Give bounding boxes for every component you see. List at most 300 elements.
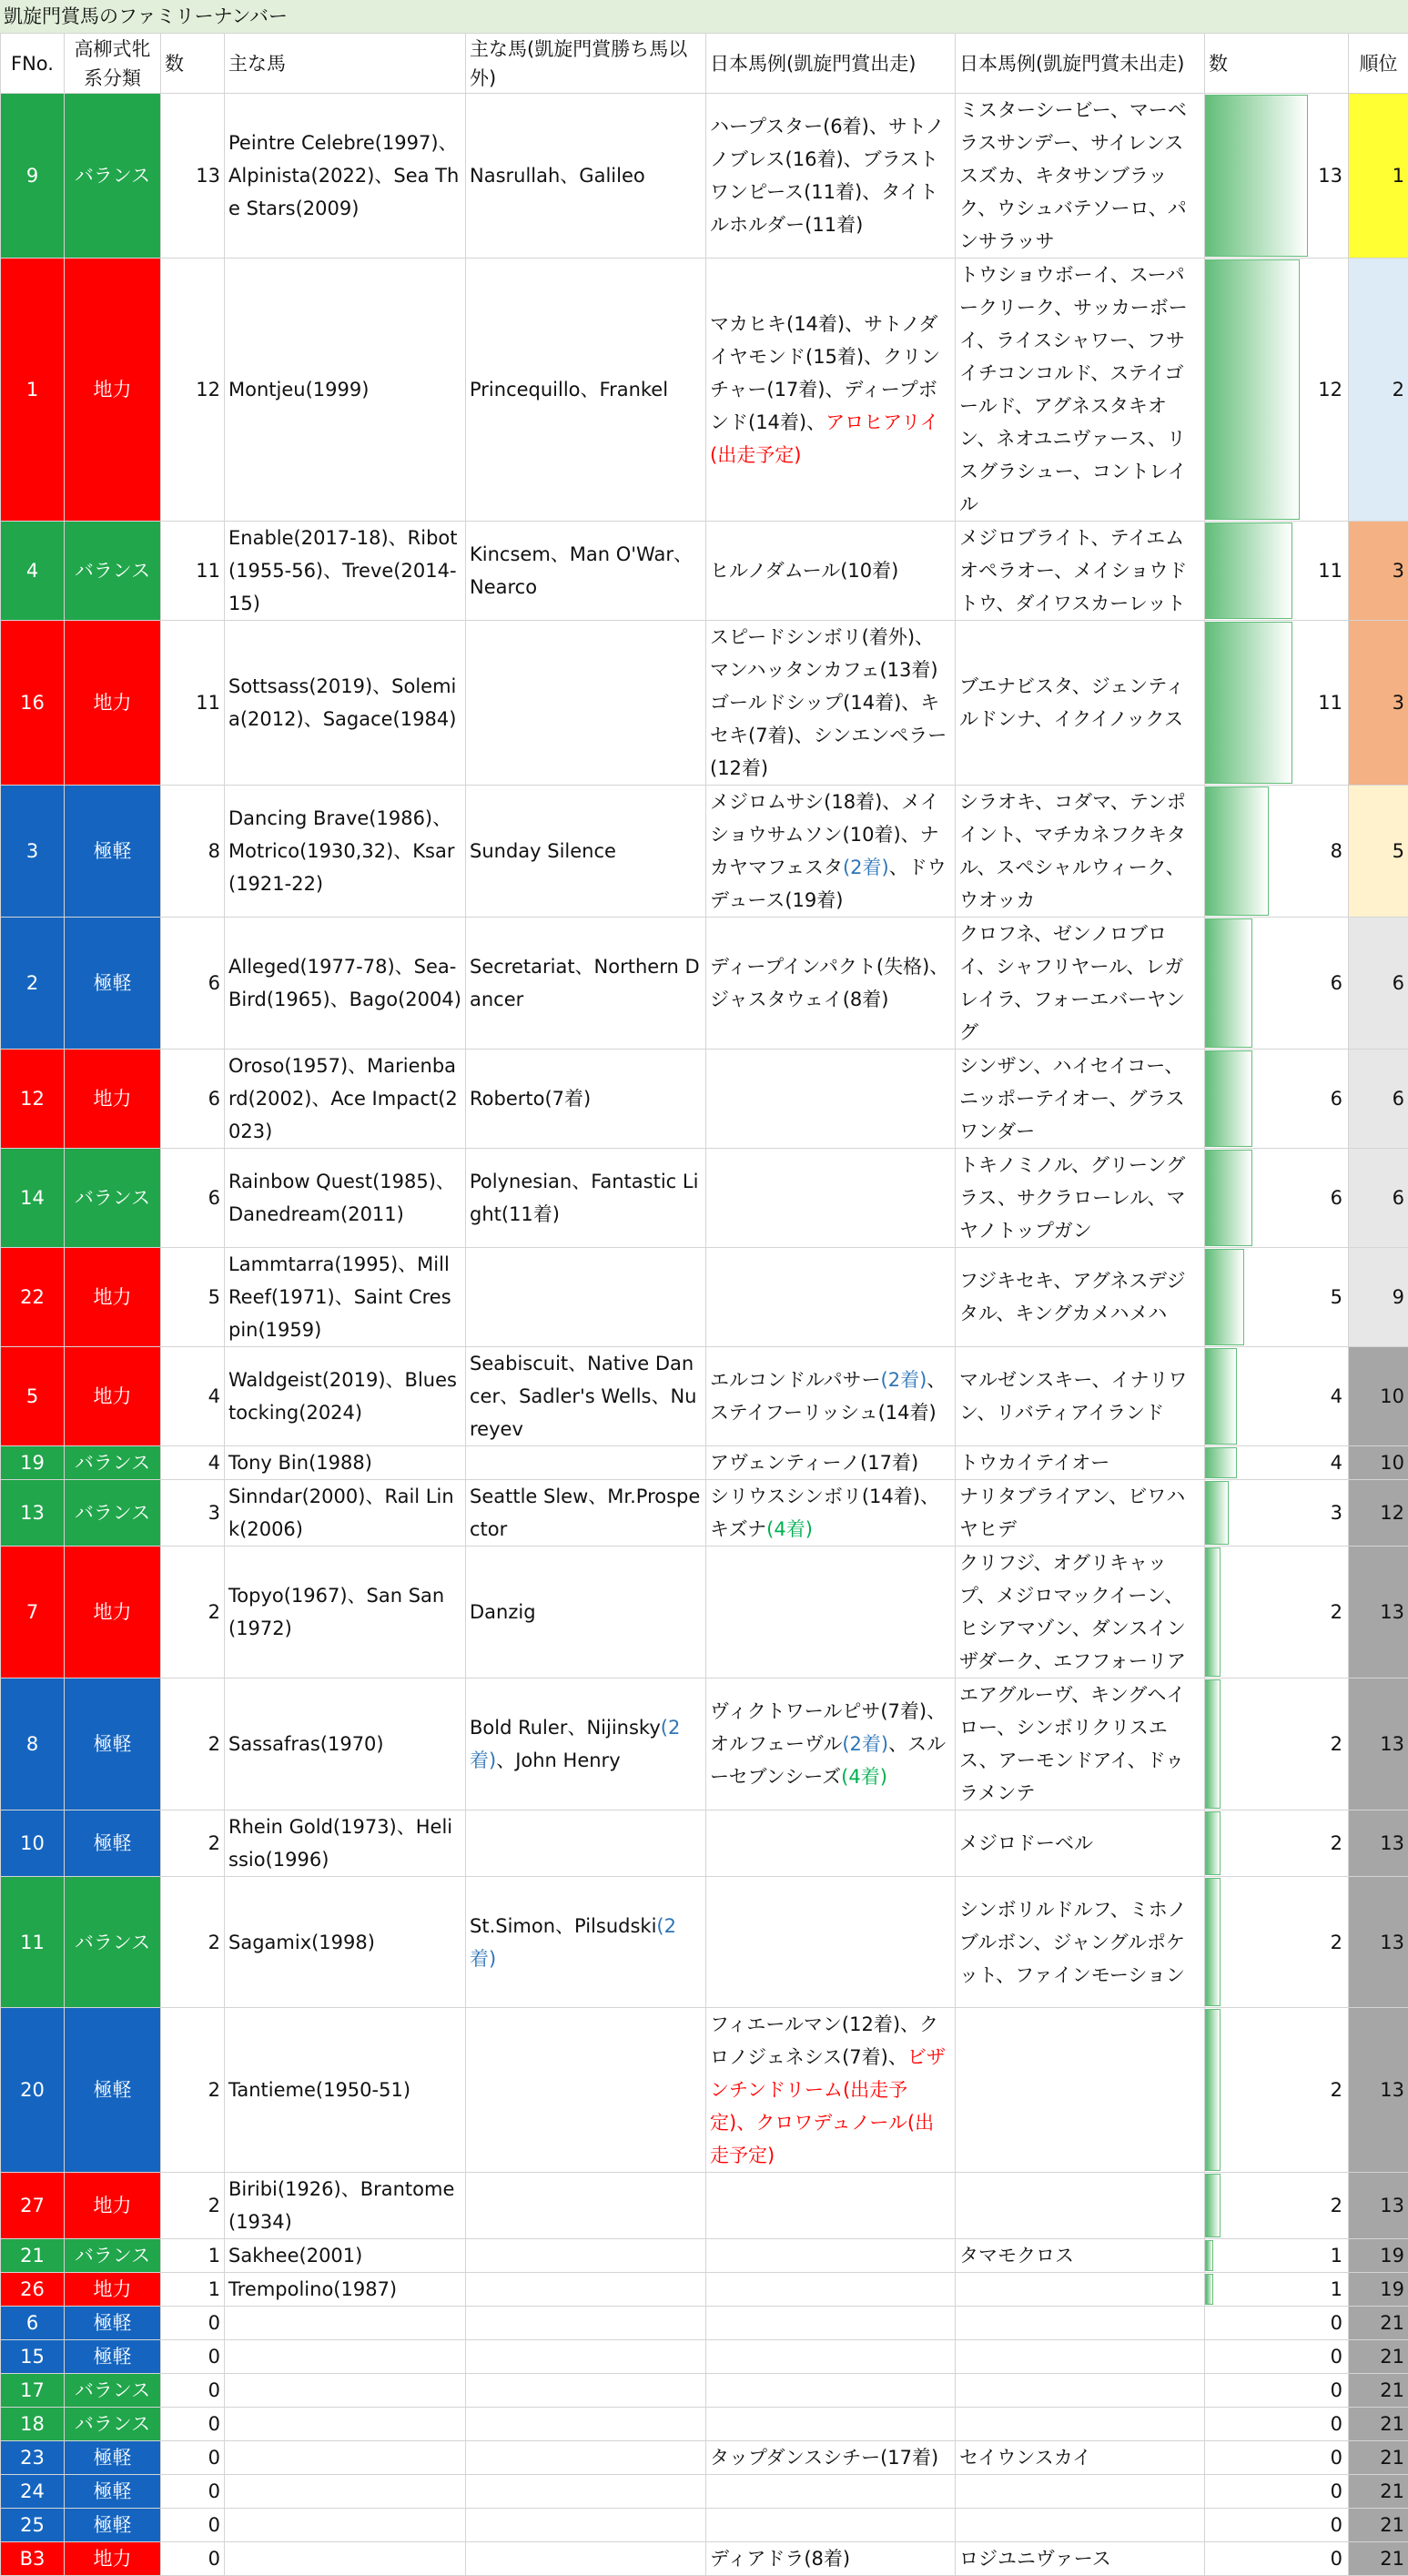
jp-run-cell	[706, 1248, 956, 1347]
databar-cell	[1205, 2374, 1349, 2408]
databar-fill	[1205, 1050, 1252, 1147]
databar-value: 8	[1331, 835, 1342, 867]
lineage-class-cell: 極軽	[65, 2307, 161, 2340]
fno-cell: 7	[1, 1547, 65, 1678]
header-main-other: 主な馬(凱旋門賞勝ち馬以外)	[466, 34, 706, 94]
databar-value: 6	[1331, 967, 1342, 999]
databar-fill	[1205, 1348, 1237, 1445]
other-horses-cell	[466, 2340, 706, 2374]
databar-fill	[1205, 2274, 1213, 2305]
text-segment: マカヒキ(14着)、サトノダイヤモンド(15着)、クリンチャー(17着)、ディープボンド(14着)、	[710, 313, 940, 433]
lineage-class-cell: バランス	[65, 1480, 161, 1547]
jp-run-cell	[706, 1149, 956, 1248]
count-cell: 0	[161, 2340, 225, 2374]
rank-cell: 3	[1349, 522, 1408, 621]
main-horses-cell: Tony Bin(1988)	[225, 1446, 466, 1480]
jp-notrun-cell	[956, 2340, 1205, 2374]
count-cell: 12	[161, 259, 225, 522]
header-count: 数	[161, 34, 225, 94]
text-segment: ビザンチンドリーム(出走予定)、クロワデュノール(出走予定)	[710, 2046, 946, 2166]
main-horses-cell: Topyo(1967)、San San(1972)	[225, 1547, 466, 1678]
count-cell: 11	[161, 621, 225, 786]
fno-cell: 16	[1, 621, 65, 786]
count-cell: 13	[161, 94, 225, 259]
main-horses-cell	[225, 2509, 466, 2542]
count-cell: 4	[161, 1347, 225, 1446]
jp-notrun-cell: ミスターシービー、マーベラスサンデー、サイレンススズカ、キタサンブラック、ウシュバテソーロ、パンサラッサ	[956, 94, 1205, 259]
lineage-class-cell: 地力	[65, 2273, 161, 2307]
other-horses-cell: Princequillo、Frankel	[466, 259, 706, 522]
lineage-class-cell: 地力	[65, 621, 161, 786]
other-horses-cell: Kincsem、Man O'War、Nearco	[466, 522, 706, 621]
rank-cell: 10	[1349, 1446, 1408, 1480]
rank-cell: 21	[1349, 2374, 1408, 2408]
jp-notrun-cell	[956, 2273, 1205, 2307]
databar-fill	[1205, 1447, 1237, 1478]
rank-cell: 12	[1349, 1480, 1408, 1547]
jp-run-cell	[706, 2173, 956, 2239]
main-horses-cell: Waldgeist(2019)、Bluestocking(2024)	[225, 1347, 466, 1446]
jp-notrun-cell	[956, 2408, 1205, 2441]
jp-notrun-cell: セイウンスカイ	[956, 2441, 1205, 2475]
databar-value: 3	[1331, 1496, 1342, 1529]
table-row	[1, 1810, 1408, 1877]
lineage-class-cell: 極軽	[65, 918, 161, 1050]
count-cell: 4	[161, 1446, 225, 1480]
rank-cell: 2	[1349, 259, 1408, 522]
fno-cell: 24	[1, 2475, 65, 2509]
databar-cell	[1205, 1547, 1349, 1678]
databar-value: 0	[1331, 2340, 1342, 2373]
rank-cell: 3	[1349, 621, 1408, 786]
other-horses-cell	[466, 2475, 706, 2509]
fno-cell: 26	[1, 2273, 65, 2307]
fno-cell: 22	[1, 1248, 65, 1347]
jp-notrun-cell: シンザン、ハイセイコー、ニッポーテイオー、グラスワンダー	[956, 1050, 1205, 1149]
main-horses-cell	[225, 2408, 466, 2441]
databar-value: 4	[1331, 1380, 1342, 1413]
table-row	[1, 1480, 1408, 1547]
lineage-class-cell: バランス	[65, 522, 161, 621]
databar-cell	[1205, 918, 1349, 1050]
main-horses-cell	[225, 2542, 466, 2576]
fno-cell: 1	[1, 259, 65, 522]
count-cell: 0	[161, 2374, 225, 2408]
jp-notrun-cell: シンボリルドルフ、ミホノブルボン、ジャングルポケット、ファインモーション	[956, 1877, 1205, 2008]
rank-cell: 21	[1349, 2509, 1408, 2542]
main-horses-cell: Biribi(1926)、Brantome(1934)	[225, 2173, 466, 2239]
rank-cell: 21	[1349, 2340, 1408, 2374]
count-cell: 3	[161, 1480, 225, 1547]
table-row	[1, 1149, 1408, 1248]
fno-cell: 8	[1, 1678, 65, 1810]
text-segment: フィエールマン(12着)、クロノジェネシス(7着)、	[710, 2013, 938, 2068]
main-horses-cell	[225, 2475, 466, 2509]
fno-cell: 20	[1, 2008, 65, 2173]
main-horses-cell: Sinndar(2000)、Rail Link(2006)	[225, 1480, 466, 1547]
jp-run-cell	[706, 621, 956, 786]
fno-cell: 11	[1, 1877, 65, 2008]
text-segment: (2着)	[842, 1733, 888, 1755]
text-segment: St.Simon、Pilsudski	[470, 1915, 656, 1937]
count-cell: 0	[161, 2307, 225, 2340]
lineage-class-cell: 地力	[65, 259, 161, 522]
count-cell: 1	[161, 2273, 225, 2307]
table-row	[1, 1050, 1408, 1149]
count-cell: 0	[161, 2509, 225, 2542]
fno-cell: 17	[1, 2374, 65, 2408]
header-rank: 順位	[1349, 34, 1408, 94]
databar-cell	[1205, 522, 1349, 621]
jp-notrun-cell: トウショウボーイ、スーパークリーク、サッカーボーイ、ライスシャワー、フサイチコンコルド、ステイゴールド、アグネスタキオン、ネオユニヴァース、リスグラシュー、コントレイル	[956, 259, 1205, 522]
table-row	[1, 1248, 1408, 1347]
databar-cell	[1205, 1248, 1349, 1347]
count-cell: 0	[161, 2542, 225, 2576]
lineage-class-cell: 地力	[65, 1347, 161, 1446]
databar-fill	[1205, 1679, 1221, 1809]
other-horses-cell: Danzig	[466, 1547, 706, 1678]
databar-value: 12	[1318, 373, 1342, 406]
fno-cell: 23	[1, 2441, 65, 2475]
jp-run-cell	[706, 918, 956, 1050]
databar-cell	[1205, 2542, 1349, 2576]
databar-cell	[1205, 786, 1349, 918]
databar-fill	[1205, 259, 1300, 520]
table-row	[1, 2008, 1408, 2173]
table-row	[1, 2273, 1408, 2307]
jp-run-cell	[706, 2340, 956, 2374]
other-horses-cell	[466, 1810, 706, 1877]
jp-run-cell	[706, 2374, 956, 2408]
jp-run-cell	[706, 1347, 956, 1446]
jp-run-cell	[706, 94, 956, 259]
header-row	[1, 34, 1408, 94]
table-row	[1, 522, 1408, 621]
lineage-class-cell: 極軽	[65, 2441, 161, 2475]
databar-cell	[1205, 1446, 1349, 1480]
jp-run-cell	[706, 2239, 956, 2273]
text-segment: スピードシンボリ(着外)、マンハッタンカフェ(13着)ゴールドシップ(14着)、キセキ(7着)、シンエンペラー(12着)	[710, 626, 947, 779]
jp-notrun-cell: クロフネ、ゼンノロブロイ、シャフリヤール、レガレイラ、フォーエバーヤング	[956, 918, 1205, 1050]
rank-cell: 21	[1349, 2307, 1408, 2340]
header-jp-run: 日本馬例(凱旋門賞出走)	[706, 34, 956, 94]
databar-fill	[1205, 622, 1292, 784]
databar-value: 5	[1331, 1281, 1342, 1313]
rank-cell: 21	[1349, 2408, 1408, 2441]
lineage-class-cell: バランス	[65, 1149, 161, 1248]
databar-value: 1	[1331, 2273, 1342, 2306]
jp-run-cell	[706, 259, 956, 522]
other-horses-cell	[466, 2239, 706, 2273]
fno-cell: 18	[1, 2408, 65, 2441]
databar-value: 6	[1331, 1182, 1342, 1214]
other-horses-cell	[466, 1446, 706, 1480]
jp-notrun-cell: ロジユニヴァース	[956, 2542, 1205, 2576]
rank-cell: 19	[1349, 2239, 1408, 2273]
databar-value: 2	[1331, 1827, 1342, 1860]
jp-notrun-cell: マルゼンスキー、イナリワン、リバティアイランド	[956, 1347, 1205, 1446]
databar-fill	[1205, 1249, 1244, 1345]
count-cell: 0	[161, 2475, 225, 2509]
table-row	[1, 259, 1408, 522]
table-row	[1, 1678, 1408, 1810]
jp-run-cell	[706, 1678, 956, 1810]
sheet-title: 凱旋門賞馬のファミリーナンバー	[0, 0, 1408, 33]
fno-cell: 27	[1, 2173, 65, 2239]
other-horses-cell	[466, 2408, 706, 2441]
main-horses-cell: Sakhee(2001)	[225, 2239, 466, 2273]
fno-cell: B3	[1, 2542, 65, 2576]
other-horses-cell	[466, 2509, 706, 2542]
fno-cell: 3	[1, 786, 65, 918]
other-horses-cell: Secretariat、Northern Dancer	[466, 918, 706, 1050]
jp-run-cell	[706, 786, 956, 918]
databar-value: 2	[1331, 1926, 1342, 1959]
other-horses-cell: Polynesian、Fantastic Light(11着)	[466, 1149, 706, 1248]
databar-value: 0	[1331, 2307, 1342, 2339]
databar-cell	[1205, 2509, 1349, 2542]
databar-cell	[1205, 2273, 1349, 2307]
table-row	[1, 2542, 1408, 2576]
table-row	[1, 1446, 1408, 1480]
main-horses-cell: Enable(2017-18)、Ribot(1955-56)、Treve(2014-15)	[225, 522, 466, 621]
fno-cell: 6	[1, 2307, 65, 2340]
databar-fill	[1205, 95, 1308, 257]
jp-run-cell	[706, 1446, 956, 1480]
databar-value: 2	[1331, 1596, 1342, 1628]
text-segment: 、スルーセブンシーズ	[710, 1733, 946, 1788]
databar-fill	[1205, 1547, 1221, 1677]
count-cell: 2	[161, 1877, 225, 2008]
main-horses-cell: Alleged(1977-78)、Sea-Bird(1965)、Bago(2004)	[225, 918, 466, 1050]
lineage-class-cell: 極軽	[65, 786, 161, 918]
databar-fill	[1205, 1481, 1229, 1545]
header-count2: 数	[1205, 34, 1349, 94]
count-cell: 2	[161, 2173, 225, 2239]
jp-run-cell	[706, 2408, 956, 2441]
lineage-class-cell: 地力	[65, 2173, 161, 2239]
text-segment: (2着)	[470, 1915, 676, 1970]
jp-notrun-cell: クリフジ、オグリキャップ、メジロマックイーン、ヒシアマゾン、ダンスインザダーク、エフフォーリア	[956, 1547, 1205, 1678]
count-cell: 11	[161, 522, 225, 621]
lineage-class-cell: バランス	[65, 2408, 161, 2441]
text-segment: (2着)	[470, 1717, 680, 1771]
header-jp-notrun: 日本馬例(凱旋門賞未出走)	[956, 34, 1205, 94]
other-horses-cell	[466, 2008, 706, 2173]
text-segment: 、John Henry	[496, 1749, 620, 1771]
other-horses-cell: Nasrullah、Galileo	[466, 94, 706, 259]
text-segment: ディアドラ(8着)	[710, 2548, 850, 2570]
text-segment: アロヒアリイ(出走予定)	[710, 411, 939, 466]
main-horses-cell: Lammtarra(1995)、Mill Reef(1971)、Saint Crespin(1959)	[225, 1248, 466, 1347]
text-segment: 、ステイフーリッシュ(14着)	[710, 1369, 946, 1424]
text-segment: ヴィクトワールピサ(7着)、オルフェーヴル	[710, 1700, 946, 1755]
text-segment: (2着)	[881, 1369, 927, 1391]
databar-fill	[1205, 1811, 1221, 1875]
databar-value: 1	[1331, 2239, 1342, 2272]
main-horses-cell: Rainbow Quest(1985)、Danedream(2011)	[225, 1149, 466, 1248]
jp-notrun-cell: フジキセキ、アグネスデジタル、キングカメハメハ	[956, 1248, 1205, 1347]
databar-value: 0	[1331, 2509, 1342, 2541]
main-horses-cell: Montjeu(1999)	[225, 259, 466, 522]
fno-cell: 10	[1, 1810, 65, 1877]
text-segment: シリウスシンボリ(14着)、キズナ	[710, 1486, 939, 1540]
other-horses-cell	[466, 2542, 706, 2576]
table-row	[1, 94, 1408, 259]
text-segment: ハープスター(6着)、サトノノブレス(16着)、ブラストワンピース(11着)、タイトルホルダー(11着)	[710, 116, 945, 236]
count-cell: 2	[161, 2008, 225, 2173]
table-row	[1, 621, 1408, 786]
table-body	[1, 34, 1408, 2576]
text-segment: Bold Ruler、Nijinsky	[470, 1717, 661, 1739]
main-horses-cell: Sassafras(1970)	[225, 1678, 466, 1810]
databar-fill	[1205, 1878, 1221, 2006]
text-segment: (2着)	[843, 857, 889, 878]
jp-run-cell	[706, 2441, 956, 2475]
rank-cell: 5	[1349, 786, 1408, 918]
jp-notrun-cell	[956, 2475, 1205, 2509]
other-horses-cell	[466, 1248, 706, 1347]
databar-cell	[1205, 2340, 1349, 2374]
table-row	[1, 1347, 1408, 1446]
databar-cell	[1205, 2239, 1349, 2273]
lineage-class-cell: 極軽	[65, 1678, 161, 1810]
databar-value: 2	[1331, 1728, 1342, 1760]
other-horses-cell	[466, 621, 706, 786]
rank-cell: 21	[1349, 2441, 1408, 2475]
other-horses-cell	[466, 2441, 706, 2475]
main-horses-cell: Oroso(1957)、Marienbard(2002)、Ace Impact(2023)	[225, 1050, 466, 1149]
lineage-class-cell: 極軽	[65, 2008, 161, 2173]
main-horses-cell: Sagamix(1998)	[225, 1877, 466, 2008]
fno-cell: 12	[1, 1050, 65, 1149]
databar-cell	[1205, 2307, 1349, 2340]
jp-run-cell	[706, 1810, 956, 1877]
lineage-class-cell: 地力	[65, 1547, 161, 1678]
databar-fill	[1205, 2240, 1213, 2271]
jp-run-cell	[706, 1877, 956, 2008]
count-cell: 0	[161, 2408, 225, 2441]
jp-notrun-cell: メジロブライト、テイエムオペラオー、メイショウドトウ、ダイワスカーレット	[956, 522, 1205, 621]
fno-cell: 14	[1, 1149, 65, 1248]
other-horses-cell	[466, 1678, 706, 1810]
rank-cell: 21	[1349, 2475, 1408, 2509]
rank-cell: 6	[1349, 918, 1408, 1050]
lineage-class-cell: 極軽	[65, 2509, 161, 2542]
databar-value: 13	[1318, 159, 1342, 192]
rank-cell: 21	[1349, 2542, 1408, 2576]
other-horses-cell: Sunday Silence	[466, 786, 706, 918]
lineage-class-cell: 地力	[65, 2542, 161, 2576]
jp-notrun-cell: ブエナビスタ、ジェンティルドンナ、イクイノックス	[956, 621, 1205, 786]
table-row	[1, 2441, 1408, 2475]
jp-notrun-cell: トキノミノル、グリーングラス、サクラローレル、マヤノトップガン	[956, 1149, 1205, 1248]
main-horses-cell: Rhein Gold(1973)、Helissio(1996)	[225, 1810, 466, 1877]
databar-value: 11	[1318, 554, 1342, 587]
table-row	[1, 2173, 1408, 2239]
header-kei: 高柳式牝系分類	[65, 34, 161, 94]
databar-fill	[1205, 522, 1292, 619]
table-row	[1, 2408, 1408, 2441]
table-row	[1, 2307, 1408, 2340]
jp-notrun-cell: メジロドーベル	[956, 1810, 1205, 1877]
fno-cell: 9	[1, 94, 65, 259]
count-cell: 6	[161, 918, 225, 1050]
other-horses-cell	[466, 2273, 706, 2307]
jp-notrun-cell	[956, 2307, 1205, 2340]
main-horses-cell: Trempolino(1987)	[225, 2273, 466, 2307]
jp-run-cell	[706, 2008, 956, 2173]
lineage-class-cell: バランス	[65, 2239, 161, 2273]
fno-cell: 13	[1, 1480, 65, 1547]
fno-cell: 21	[1, 2239, 65, 2273]
main-horses-cell	[225, 2307, 466, 2340]
fno-cell: 5	[1, 1347, 65, 1446]
lineage-class-cell: 地力	[65, 1248, 161, 1347]
header-main: 主な馬	[225, 34, 466, 94]
jp-run-cell	[706, 522, 956, 621]
lineage-class-cell: 地力	[65, 1050, 161, 1149]
jp-notrun-cell: エアグルーヴ、キングヘイロー、シンボリクリスエス、アーモンドアイ、ドゥラメンテ	[956, 1678, 1205, 1810]
databar-fill	[1205, 918, 1252, 1048]
jp-notrun-cell	[956, 2173, 1205, 2239]
jp-notrun-cell: シラオキ、コダマ、テンポイント、マチカネフクキタル、スペシャルウィーク、ウオッカ	[956, 786, 1205, 918]
lineage-class-cell: 極軽	[65, 2475, 161, 2509]
jp-notrun-cell: タマモクロス	[956, 2239, 1205, 2273]
databar-cell	[1205, 1050, 1349, 1149]
table-row	[1, 2475, 1408, 2509]
header-fno: FNo.	[1, 34, 65, 94]
fno-cell: 19	[1, 1446, 65, 1480]
table-row	[1, 918, 1408, 1050]
table-row	[1, 1547, 1408, 1678]
databar-cell	[1205, 2173, 1349, 2239]
count-cell: 6	[161, 1149, 225, 1248]
rank-cell: 10	[1349, 1347, 1408, 1446]
table-row	[1, 786, 1408, 918]
databar-cell	[1205, 2441, 1349, 2475]
rank-cell: 19	[1349, 2273, 1408, 2307]
text-segment: (4着)	[841, 1766, 887, 1788]
table-row	[1, 2374, 1408, 2408]
jp-run-cell	[706, 1547, 956, 1678]
count-cell: 5	[161, 1248, 225, 1347]
count-cell: 2	[161, 1810, 225, 1877]
lineage-class-cell: 極軽	[65, 2340, 161, 2374]
lineage-class-cell: バランス	[65, 1877, 161, 2008]
databar-value: 0	[1331, 2408, 1342, 2440]
jp-run-cell	[706, 2475, 956, 2509]
jp-notrun-cell	[956, 2509, 1205, 2542]
lineage-class-cell: バランス	[65, 2374, 161, 2408]
table-row	[1, 2340, 1408, 2374]
count-cell: 6	[161, 1050, 225, 1149]
rank-cell: 13	[1349, 1547, 1408, 1678]
other-horses-cell	[466, 1877, 706, 2008]
count-cell: 1	[161, 2239, 225, 2273]
lineage-class-cell: バランス	[65, 1446, 161, 1480]
databar-cell	[1205, 2475, 1349, 2509]
rank-cell: 6	[1349, 1149, 1408, 1248]
other-horses-cell: Seattle Slew、Mr.Prospector	[466, 1480, 706, 1547]
databar-value: 0	[1331, 2475, 1342, 2508]
databar-cell	[1205, 1810, 1349, 1877]
main-horses-cell	[225, 2441, 466, 2475]
databar-value: 0	[1331, 2441, 1342, 2474]
databar-cell	[1205, 1678, 1349, 1810]
databar-cell	[1205, 1480, 1349, 1547]
other-horses-cell	[466, 2173, 706, 2239]
